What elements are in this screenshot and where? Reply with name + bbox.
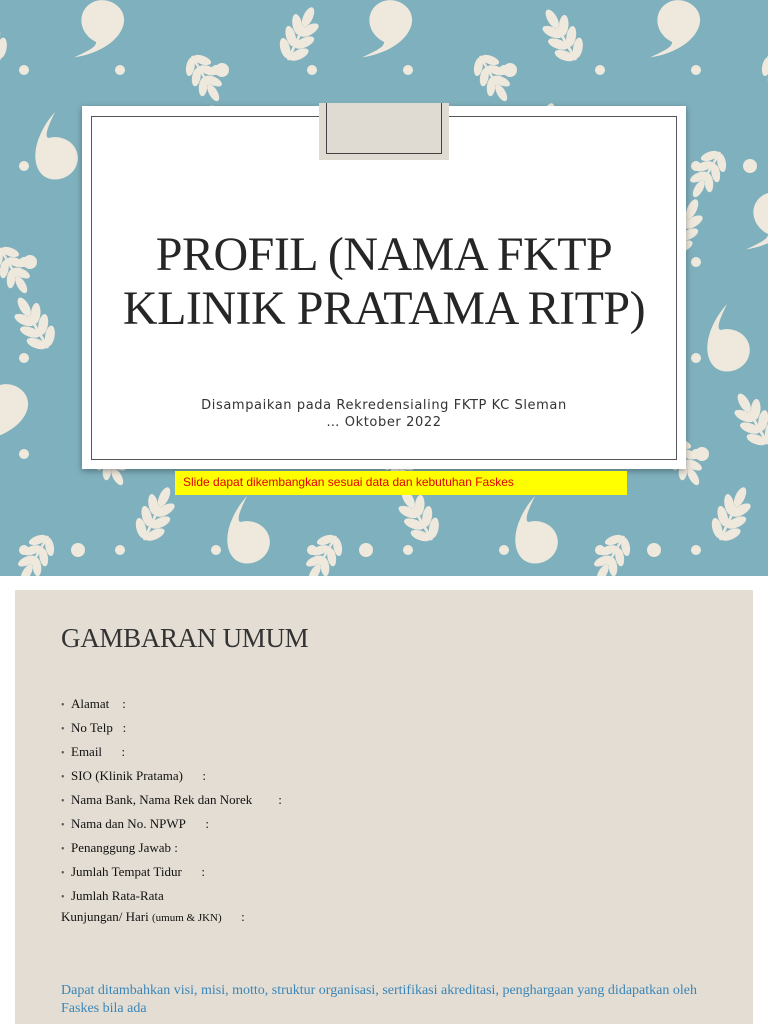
slide-title-line-1: PROFIL (NAMA FKTP — [155, 228, 613, 281]
dot-icon — [743, 159, 757, 173]
leaf-sprig-icon — [584, 527, 638, 576]
leaf-sprig-icon — [531, 1, 592, 70]
highlight-note-text: Slide dapat dikembangkan sesuai data dan kebutuhan Faskes — [183, 475, 514, 489]
info-separator: : — [252, 792, 282, 807]
info-list-item — [61, 862, 282, 886]
paisley-icon — [214, 494, 276, 569]
info-label: No Telp — [71, 720, 113, 735]
info-label: Email — [71, 744, 103, 759]
info-separator: : — [185, 816, 209, 831]
info-separator: : — [102, 744, 126, 759]
dot-icon — [71, 543, 85, 557]
dot-icon — [115, 65, 125, 75]
paisley-icon — [694, 302, 756, 377]
bullet-icon: • — [61, 796, 65, 807]
info-separator: : — [181, 864, 205, 879]
slide-title — [92, 228, 676, 336]
dot-icon — [595, 65, 605, 75]
bullet-icon: • — [61, 868, 65, 879]
visit-line — [61, 909, 245, 925]
section-title: GAMBARAN UMUM — [61, 623, 309, 653]
overview-slide — [15, 590, 753, 1024]
info-label: SIO (Klinik Pratama) — [71, 768, 183, 783]
paisley-icon — [67, 570, 129, 576]
leaf-sprig-icon — [465, 47, 519, 109]
paisley-icon — [0, 378, 33, 453]
leaf-sprig-icon — [8, 527, 62, 576]
leaf-sprig-icon — [753, 47, 768, 109]
info-list-item — [61, 742, 282, 766]
visit-label: Kunjungan/ Hari — [61, 909, 152, 924]
dot-icon — [403, 545, 413, 555]
dot-icon — [499, 65, 509, 75]
dot-icon — [19, 65, 29, 75]
paisley-icon — [739, 186, 768, 261]
highlight-note — [175, 471, 627, 495]
dot-icon — [499, 545, 509, 555]
bullet-icon: • — [61, 748, 65, 759]
paisley-icon — [22, 110, 84, 185]
leaf-sprig-icon — [271, 0, 329, 69]
tape-outline — [326, 103, 442, 154]
dot-icon — [307, 545, 317, 555]
paisley-icon — [355, 570, 417, 576]
bullet-icon: • — [61, 772, 65, 783]
leaf-sprig-icon — [177, 47, 231, 109]
bullet-icon: • — [61, 892, 65, 903]
bullet-icon: • — [61, 844, 65, 855]
visit-separator: : — [221, 909, 245, 924]
info-list-item — [61, 814, 282, 838]
info-label: Jumlah Tempat Tidur — [71, 864, 182, 879]
info-separator: : — [182, 768, 207, 783]
slide-title-line-2: KLINIK PRATAMA RITP) — [122, 282, 646, 335]
leaf-sprig-icon — [703, 480, 761, 549]
info-label: Nama dan No. NPWP — [71, 816, 186, 831]
paisley-icon — [355, 0, 417, 70]
dot-icon — [19, 353, 29, 363]
leaf-sprig-icon — [680, 143, 734, 205]
info-label: Jumlah Rata-Rata — [71, 888, 164, 903]
dot-icon — [359, 543, 373, 557]
paisley-icon — [643, 570, 705, 576]
subtitle-line-2: … Oktober 2022 — [326, 415, 442, 430]
leaf-sprig-icon — [723, 385, 768, 454]
bullet-icon: • — [61, 724, 65, 735]
info-label: Penanggung Jawab — [71, 840, 172, 855]
slide-subtitle — [92, 397, 676, 431]
dot-icon — [691, 65, 701, 75]
dot-icon — [691, 449, 701, 459]
dot-icon — [691, 257, 701, 267]
leaf-sprig-icon — [0, 1, 16, 70]
dot-icon — [403, 65, 413, 75]
info-list-item — [61, 766, 282, 790]
paisley-icon — [502, 494, 564, 569]
dot-icon — [691, 353, 701, 363]
extra-info-note: Dapat ditambahkan visi, misi, motto, struktur organisasi, sertifikasi akreditasi, penghargaan yang didapatkan oleh Faskes bila ada — [61, 983, 697, 1016]
dot-icon — [19, 257, 29, 267]
paisley-icon — [67, 0, 129, 70]
dot-icon — [211, 65, 221, 75]
info-list-item — [61, 790, 282, 814]
leaf-sprig-icon — [0, 239, 40, 301]
visit-label-small: (umum & JKN) — [151, 912, 222, 924]
info-list-item — [61, 718, 282, 742]
paisley-icon — [643, 0, 705, 70]
dot-icon — [19, 449, 29, 459]
info-list-item — [61, 886, 282, 910]
subtitle-line-1: Disampaikan pada Rekredensialing FKTP KC Sleman — [201, 398, 567, 413]
leaf-sprig-icon — [3, 289, 64, 358]
dot-icon — [595, 545, 605, 555]
dot-icon — [19, 545, 29, 555]
bullet-icon: • — [61, 820, 65, 831]
info-list-item — [61, 694, 282, 718]
dot-icon — [691, 161, 701, 171]
dot-icon — [647, 543, 661, 557]
dot-icon — [691, 545, 701, 555]
dot-icon — [307, 65, 317, 75]
info-label: Alamat — [71, 696, 110, 711]
info-list — [61, 694, 282, 910]
info-separator: : — [112, 720, 127, 735]
info-list-item — [61, 838, 282, 862]
leaf-sprig-icon — [296, 527, 350, 576]
dot-icon — [115, 545, 125, 555]
tape-decoration — [319, 103, 449, 160]
info-separator: : — [171, 840, 178, 855]
bullet-icon: • — [61, 700, 65, 711]
dot-icon — [19, 161, 29, 171]
info-label: Nama Bank, Nama Rek dan Norek — [71, 792, 253, 807]
dot-icon — [211, 545, 221, 555]
info-separator: : — [109, 696, 126, 711]
